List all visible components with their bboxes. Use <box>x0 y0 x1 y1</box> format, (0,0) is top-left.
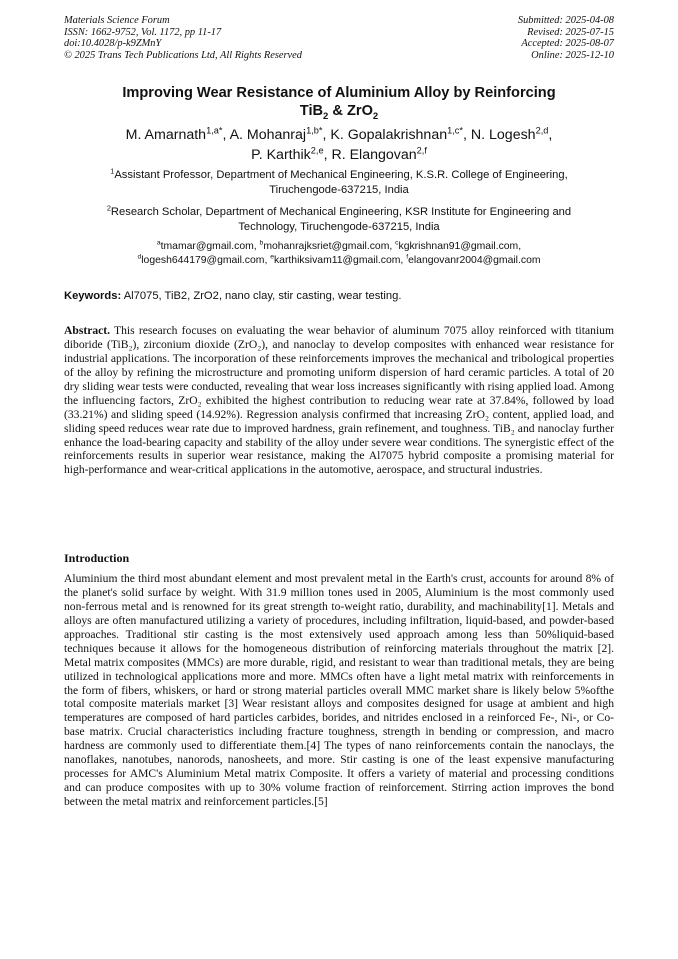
publication-dates <box>518 15 614 61</box>
date-submitted: Submitted: 2025-04-08 <box>517 15 614 26</box>
email-link[interactable]: kgkrishnan91@gmail.com <box>398 241 519 252</box>
author-name: N. Logesh <box>470 127 536 143</box>
title-line-1: Improving Wear Resistance of Aluminium Alloy by Reinforcing <box>122 85 556 101</box>
email-link[interactable]: karthiksivam11@gmail.com <box>273 255 401 267</box>
journal-doi: doi:10.4028/p-k9ZMnY <box>64 38 162 50</box>
date-revised: Revised: 2025-07-15 <box>527 26 614 38</box>
abstract-text: This research focuses on evaluating the wear behavior of aluminum 7075 alloy reinforced with titanium diboride (TiB₂), zirconium dioxide (ZrO₂), and nanoclay to develop composites with enhanced wear resistance for industrial applications. The incorporation of these reinforcements improves the mechanical and tribological properties of the alloy by refining the microstructure and promoting uniform dispersion of hard ceramic particles. A total of 20 dry sliding wear tests were conducted, revealing that wear loss increases significantly with rising applied load. Among the influencing factors, ZrO₂ exhibited the highest contribution to reducing wear rate at 37.84%, followed by load (33.21%) and sliding speed (14.92%). Regression analysis confirmed that increasing ZrO₂ content, applied load, and sliding speed reduces wear rate due to improved hardness, grain refinement, and toughness. TiB₂ and nanoclay further enhance the load-bearing capacity and stability of the alloy under severe wear conditions. The synergistic effect of the reinforcements results in superior wear resistance, making the Al7075 hybrid composite a promising material for high-performance and wear-critical applications in the automotive, aerospace, and structural industries. <box>64 324 614 477</box>
affiliation-1: $^1$Assistant Professor, Department of Mechanical Engineering, K.S.R. College of Engineering, Tiruchengode-637215, India <box>110 166 568 196</box>
author-name: A. Mohanraj <box>229 127 307 143</box>
introduction-paragraph: Aluminium the third most abundant element and most prevalent metal in the Earth's crust, accounts for around 8% of the planet's solid surface by weight. With 31.9 million tones used in 2005, Aluminium is the most commonly used non-ferrous metal and is renowned for its great strength to-weight ratio, durability, and machinability[1]. Metals and alloys are often manufactured utilizing a variety of procedures, including infiltration, liquid-based, and powder-based approaches. Traditional stir casting is the most extensively used approach among less than 50%liquid-based techniques because it allows for the homogeneous distribution of reinforcing materials throughout the matrix [2]. Metal matrix composites (MMCs) are more durable, rigid, and resistant to wear than traditional metals, they are being utilized in technological applications more and more. MMCs often have a light metal matrix with reinforcements in the form of fibers, whiskers, or hard or strong material particles overall MMC market share is likely below 5%ofthe total composite materials market [3] Wear resistant alloys and composites designed for usage at ambient and high temperatures are composed of hard particles carbides, borides, and nitrides enclosed in a reinforced Fe-, Ni-, or Co-base matrix. Crucial characteristics including fracture toughness, strength in bending or compression, and macro hardness are commonly used to differentiate them.[4] The types of nano reinforcements contain the nanoclays, the nanoflakes, nanotubes, nanorods, nanosheets, and more. Stir casting is one of the least expensive manufacturing processes for AMC's Aluminium Metal matrix Composite. It offers a variety of material and processing conditions and can produce composites with up to 30% volume fraction of reinforcement. Stirring action improves the bond between the metal matrix and reinforcement particles.[5] <box>64 572 614 808</box>
introduction-body <box>64 572 614 809</box>
journal-name: Materials Science Forum <box>64 15 170 26</box>
abstract-label: Abstract. <box>64 324 111 337</box>
author-list: M. Amarnath$^{1,a*}$, A. Mohanraj$^{1,b*}$, K. Gopalakrishnan$^{1,c*}$, N. Logesh$^{2,d}$, P. Karthik$^{2,e}$, R. Elangovan$^{2,f}$ <box>125 125 553 163</box>
journal-copyright: © 2025 Trans Tech Publications Ltd, All Rights Reserved <box>64 49 302 61</box>
email-link[interactable]: mohanrajksriet@gmail.com <box>263 241 390 252</box>
author-name: P. Karthik <box>251 146 311 163</box>
paper-title <box>64 84 614 120</box>
date-accepted: Accepted: 2025-08-07 <box>521 38 614 50</box>
keywords-text: Al7075, TiB2, ZrO2, nano clay, stir casting, wear testing. <box>123 290 402 302</box>
email-link[interactable]: logesh644179@gmail.com <box>141 255 265 267</box>
author-name: M. Amarnath <box>125 127 207 143</box>
author-name: K. Gopalakrishnan <box>330 127 448 143</box>
author-emails: $^a$tmamar@gmail.com, $^b$mohanrajksriet@gmail.com, $^c$kgkrishnan91@gmail.com, $^d$logesh644179@gmail.com, $^e$karthiksivam11@gmail.com, $^f$elangovanr2004@gmail.com <box>137 239 541 267</box>
title-line-2: TiB$_2$ & ZrO$_2$ <box>299 103 379 122</box>
journal-issn: ISSN: 1662-9752, Vol. 1172, pp 11-17 <box>64 26 222 38</box>
section-heading-introduction: Introduction <box>64 551 130 565</box>
email-link[interactable]: elangovanr2004@gmail.com <box>408 255 541 267</box>
abstract <box>64 324 614 477</box>
author-name: R. Elangovan <box>331 146 417 163</box>
date-online: Online: 2025-12-10 <box>531 49 614 61</box>
email-link[interactable]: tmamar@gmail.com <box>160 241 254 252</box>
keywords-label: Keywords: <box>64 290 122 302</box>
keywords <box>64 289 614 303</box>
journal-info <box>64 15 302 61</box>
affiliation-2: $^2$Research Scholar, Department of Mechanical Engineering, KSR Institute for Engineering and Technology, Tiruchengode-637215, India <box>106 203 572 233</box>
